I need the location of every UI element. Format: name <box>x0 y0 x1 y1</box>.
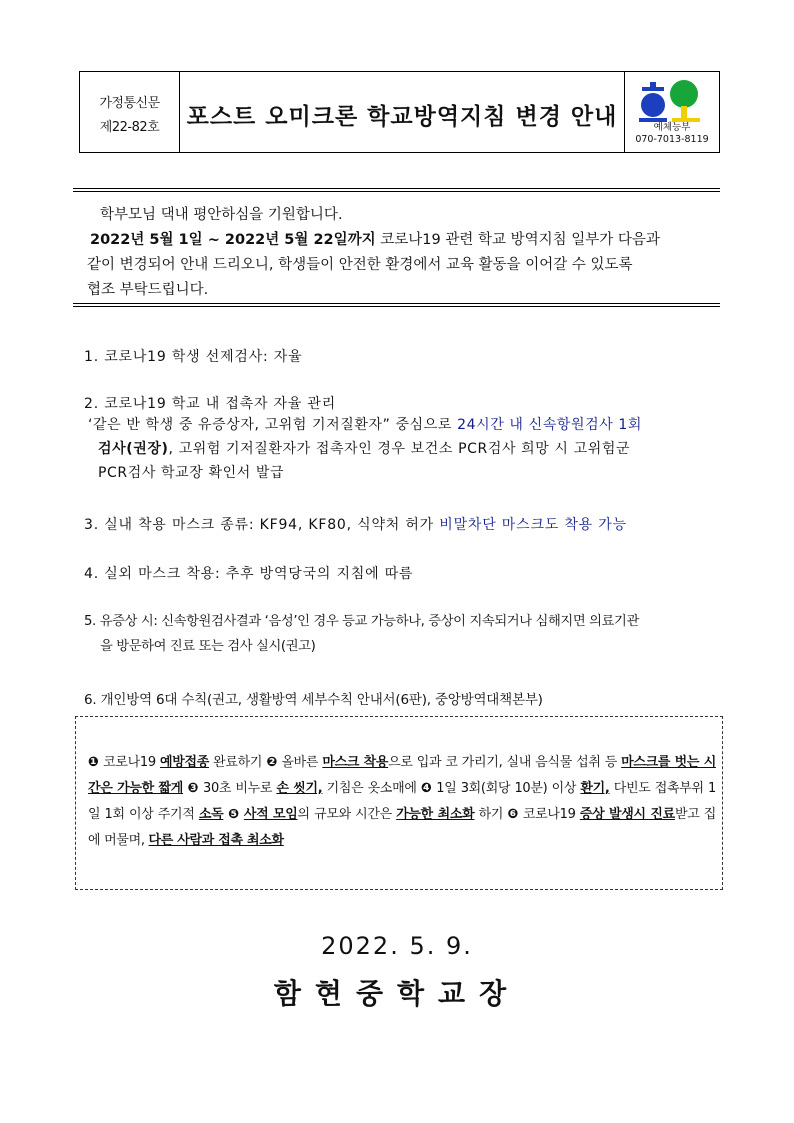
item-3 <box>84 514 627 534</box>
greeting-line-1: 학부모님 댁내 평안하심을 기원합니다. <box>100 207 343 223</box>
phone-number: 070-7013-8119 <box>635 134 709 145</box>
doc-number: 제22-82호 <box>99 120 160 135</box>
item-2-title: 2. 코로나19 학교 내 접촉자 자율 관리 <box>84 396 337 412</box>
rule-1-text-b: 완료하기 <box>209 755 267 770</box>
rule-number-4: ❹ <box>420 781 433 796</box>
item-2-line-a <box>88 413 728 437</box>
rule-4-text: 1일 3회(회당 10분) 이상 <box>432 781 581 796</box>
rule-number-2: ❷ <box>266 755 278 770</box>
item-3-text: 3. 실내 착용 마스크 종류: KF94, KF80, 식약처 허가 <box>84 517 440 533</box>
item-2-highlight: 24시간 내 신속항원검사 1회 <box>457 417 643 433</box>
greeting <box>87 203 720 303</box>
rule-5-key: 사적 모임 <box>243 807 298 822</box>
doc-info-cell <box>80 72 180 152</box>
bottom-divider <box>73 303 720 307</box>
school-logo-icon <box>636 78 708 124</box>
doc-type: 가정통신문 <box>99 96 160 111</box>
item-6: 6. 개인방역 6대 수칙(권고, 생활방역 세부수칙 안내서(6판), 중앙방역대책본부) <box>84 692 543 708</box>
item-2-line-c: PCR검사 학교장 확인서 발급 <box>98 465 285 481</box>
department-name: 예체능부 <box>653 122 691 133</box>
period-text: 2022년 5월 1일 ~ 2022년 5월 22일까지 <box>90 232 376 248</box>
rule-2-key: 마스크 착용 <box>322 755 389 770</box>
rule-6-key: 증상 발생시 진료 <box>579 807 675 822</box>
greeting-line-2-rest: 코로나19 관련 학교 방역지침 일부가 다음과 <box>375 232 660 248</box>
org-cell <box>624 72 719 152</box>
rule-4-text-b: 다빈도 접촉부위 1일 1회 이상 주기적 <box>88 781 716 822</box>
rule-3-key: 손 씻기, <box>276 781 323 796</box>
rule-5-text: 의 규모와 시간은 <box>297 807 397 822</box>
item-2-line-b-text: , 고위험 기저질환자가 접촉자인 경우 보건소 PCR검사 희망 시 고위험군 <box>168 441 631 457</box>
rule-6-text-b: 받고 집에 머물며, <box>88 807 716 848</box>
rule-2-text: 올바른 <box>277 755 323 770</box>
rule-1-key: 예방접종 <box>159 755 210 770</box>
rule-4-key: 환기, <box>580 781 610 796</box>
header-table <box>79 71 720 153</box>
rule-6-text: 코로나19 <box>518 807 580 822</box>
rule-2-text-b: 으로 입과 코 가리기, 실내 음식물 섭취 등 <box>388 755 622 770</box>
item-2-line-b <box>88 437 728 461</box>
item-4: 4. 실외 마스크 착용: 추후 방역당국의 지침에 따름 <box>84 566 414 582</box>
item-1: 1. 코로나19 학생 선제검사: 자율 <box>84 349 303 365</box>
page-title: 포스트 오미크론 학교방역지침 변경 안내 <box>186 104 618 130</box>
rule-6-key-b: 다른 사람과 접촉 최소화 <box>148 833 284 848</box>
issue-date: 2022. 5. 9. <box>321 932 473 960</box>
rule-1-text: 코로나19 <box>99 755 160 770</box>
greeting-line-4: 협조 부탁드립니다. <box>87 282 209 298</box>
rule-number-6: ❻ <box>507 807 519 822</box>
item-5-line-b: 을 방문하여 진료 또는 검사 실시(권고) <box>100 639 316 654</box>
greeting-line-2 <box>90 228 720 253</box>
item-5-line-a: 5. 유증상 시: 신속항원검사결과 ‘음성’인 경우 등교 가능하나, 증상이 지속되거나 심해지면 의료기관 <box>84 614 639 629</box>
top-divider <box>73 188 720 192</box>
item-2-line-a-text: ‘같은 반 학생 중 유증상자, 고위험 기저질환자” 중심으로 <box>88 417 458 433</box>
rule-number-3: ❸ <box>183 781 199 796</box>
rule-number-1: ❶ <box>88 755 99 770</box>
item-2-recommend: 검사(권장) <box>98 441 169 457</box>
rule-5-text-b: 하기 <box>474 807 508 822</box>
item-5 <box>84 609 724 659</box>
rule-3-text: 30초 비누로 <box>198 781 277 796</box>
item-3-highlight: 비말차단 마스크도 착용 가능 <box>439 517 627 533</box>
rule-3-text-b: 기침은 옷소매에 <box>322 781 421 796</box>
rule-2-key-b: 마스크를 벗는 시간은 가능한 짧게 <box>88 755 716 796</box>
rule-number-5: ❺ <box>223 807 244 822</box>
greeting-line-3: 같이 변경되어 안내 드리오니, 학생들이 안전한 환경에서 교육 활동을 이어갈 수 있도록 <box>87 257 633 273</box>
rule-5-key-b: 가능한 최소화 <box>396 807 475 822</box>
principal-signature: 함현중학교장 <box>273 977 521 1010</box>
rules-text <box>88 750 716 854</box>
item-2-detail <box>88 413 728 485</box>
rule-4-key-b: 소독 <box>198 807 224 822</box>
